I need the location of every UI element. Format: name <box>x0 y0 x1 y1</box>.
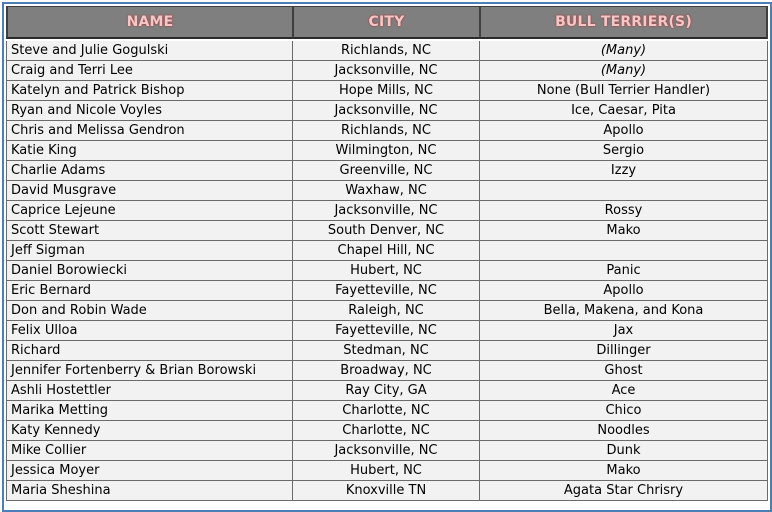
cell-bull-terriers: Mako <box>480 461 768 481</box>
cell-bull-terriers: Noodles <box>480 421 768 441</box>
cell-name: Craig and Terri Lee <box>6 61 293 81</box>
cell-city: Knoxville TN <box>293 481 480 501</box>
table-row <box>6 481 768 501</box>
cell-bull-terriers: Dunk <box>480 441 768 461</box>
cell-city: Richlands, NC <box>293 121 480 141</box>
cell-city: Stedman, NC <box>293 341 480 361</box>
cell-name: Jennifer Fortenberry & Brian Borowski <box>6 361 293 381</box>
cell-city: Fayetteville, NC <box>293 321 480 341</box>
cell-bull-terriers: Apollo <box>480 121 768 141</box>
cell-name: David Musgrave <box>6 181 293 201</box>
cell-bull-terriers: Ghost <box>480 361 768 381</box>
cell-city: Jacksonville, NC <box>293 61 480 81</box>
cell-city: Greenville, NC <box>293 161 480 181</box>
cell-bull-terriers: Dillinger <box>480 341 768 361</box>
cell-bull-terriers: Apollo <box>480 281 768 301</box>
cell-name: Katie King <box>6 141 293 161</box>
table-row <box>6 421 768 441</box>
table-body <box>6 39 768 501</box>
table-row <box>6 201 768 221</box>
cell-city: Jacksonville, NC <box>293 101 480 121</box>
cell-city: Raleigh, NC <box>293 301 480 321</box>
column-header-name: NAME <box>6 6 293 39</box>
table-row <box>6 101 768 121</box>
table-frame <box>2 2 772 512</box>
cell-city: Jacksonville, NC <box>293 201 480 221</box>
cell-bull-terriers: Chico <box>480 401 768 421</box>
cell-name: Felix Ulloa <box>6 321 293 341</box>
cell-name: Chris and Melissa Gendron <box>6 121 293 141</box>
table-row <box>6 461 768 481</box>
cell-bull-terriers: Sergio <box>480 141 768 161</box>
table-row <box>6 181 768 201</box>
table-row <box>6 121 768 141</box>
members-table <box>6 6 768 501</box>
cell-bull-terriers: Ace <box>480 381 768 401</box>
cell-city: Ray City, GA <box>293 381 480 401</box>
cell-name: Charlie Adams <box>6 161 293 181</box>
table-row <box>6 441 768 461</box>
cell-name: Eric Bernard <box>6 281 293 301</box>
cell-bull-terriers: Izzy <box>480 161 768 181</box>
cell-name: Jeff Sigman <box>6 241 293 261</box>
cell-bull-terriers: Jax <box>480 321 768 341</box>
cell-bull-terriers: Ice, Caesar, Pita <box>480 101 768 121</box>
table-row <box>6 241 768 261</box>
cell-city: Hope Mills, NC <box>293 81 480 101</box>
cell-name: Maria Sheshina <box>6 481 293 501</box>
table-row <box>6 221 768 241</box>
cell-city: Charlotte, NC <box>293 401 480 421</box>
cell-name: Katy Kennedy <box>6 421 293 441</box>
cell-city: Hubert, NC <box>293 461 480 481</box>
cell-name: Steve and Julie Gogulski <box>6 41 293 61</box>
cell-bull-terriers: Panic <box>480 261 768 281</box>
cell-city: Hubert, NC <box>293 261 480 281</box>
header-row <box>6 6 768 39</box>
cell-city: Chapel Hill, NC <box>293 241 480 261</box>
cell-city: Fayetteville, NC <box>293 281 480 301</box>
cell-bull-terriers <box>480 181 768 201</box>
table-row <box>6 401 768 421</box>
table-row <box>6 161 768 181</box>
table-row <box>6 381 768 401</box>
cell-name: Ryan and Nicole Voyles <box>6 101 293 121</box>
cell-bull-terriers <box>480 241 768 261</box>
cell-bull-terriers: (Many) <box>480 61 768 81</box>
column-header-city: CITY <box>293 6 480 39</box>
cell-name: Daniel Borowiecki <box>6 261 293 281</box>
table-row <box>6 301 768 321</box>
table-row <box>6 281 768 301</box>
table-row <box>6 141 768 161</box>
cell-bull-terriers: None (Bull Terrier Handler) <box>480 81 768 101</box>
column-header-bull-terriers: BULL TERRIER(S) <box>480 6 768 39</box>
table-row <box>6 81 768 101</box>
cell-city: Waxhaw, NC <box>293 181 480 201</box>
cell-city: South Denver, NC <box>293 221 480 241</box>
table-row <box>6 361 768 381</box>
cell-bull-terriers: Rossy <box>480 201 768 221</box>
cell-name: Jessica Moyer <box>6 461 293 481</box>
table-row <box>6 261 768 281</box>
cell-bull-terriers: Agata Star Chrisry <box>480 481 768 501</box>
cell-city: Jacksonville, NC <box>293 441 480 461</box>
cell-name: Don and Robin Wade <box>6 301 293 321</box>
cell-city: Broadway, NC <box>293 361 480 381</box>
cell-city: Wilmington, NC <box>293 141 480 161</box>
cell-bull-terriers: (Many) <box>480 41 768 61</box>
table-row <box>6 321 768 341</box>
cell-name: Marika Metting <box>6 401 293 421</box>
cell-city: Charlotte, NC <box>293 421 480 441</box>
cell-name: Caprice Lejeune <box>6 201 293 221</box>
cell-bull-terriers: Bella, Makena, and Kona <box>480 301 768 321</box>
table-row <box>6 61 768 81</box>
cell-name: Mike Collier <box>6 441 293 461</box>
cell-name: Ashli Hostettler <box>6 381 293 401</box>
table-row <box>6 41 768 61</box>
table-row <box>6 341 768 361</box>
cell-bull-terriers: Mako <box>480 221 768 241</box>
cell-name: Scott Stewart <box>6 221 293 241</box>
cell-name: Katelyn and Patrick Bishop <box>6 81 293 101</box>
cell-name: Richard <box>6 341 293 361</box>
cell-city: Richlands, NC <box>293 41 480 61</box>
